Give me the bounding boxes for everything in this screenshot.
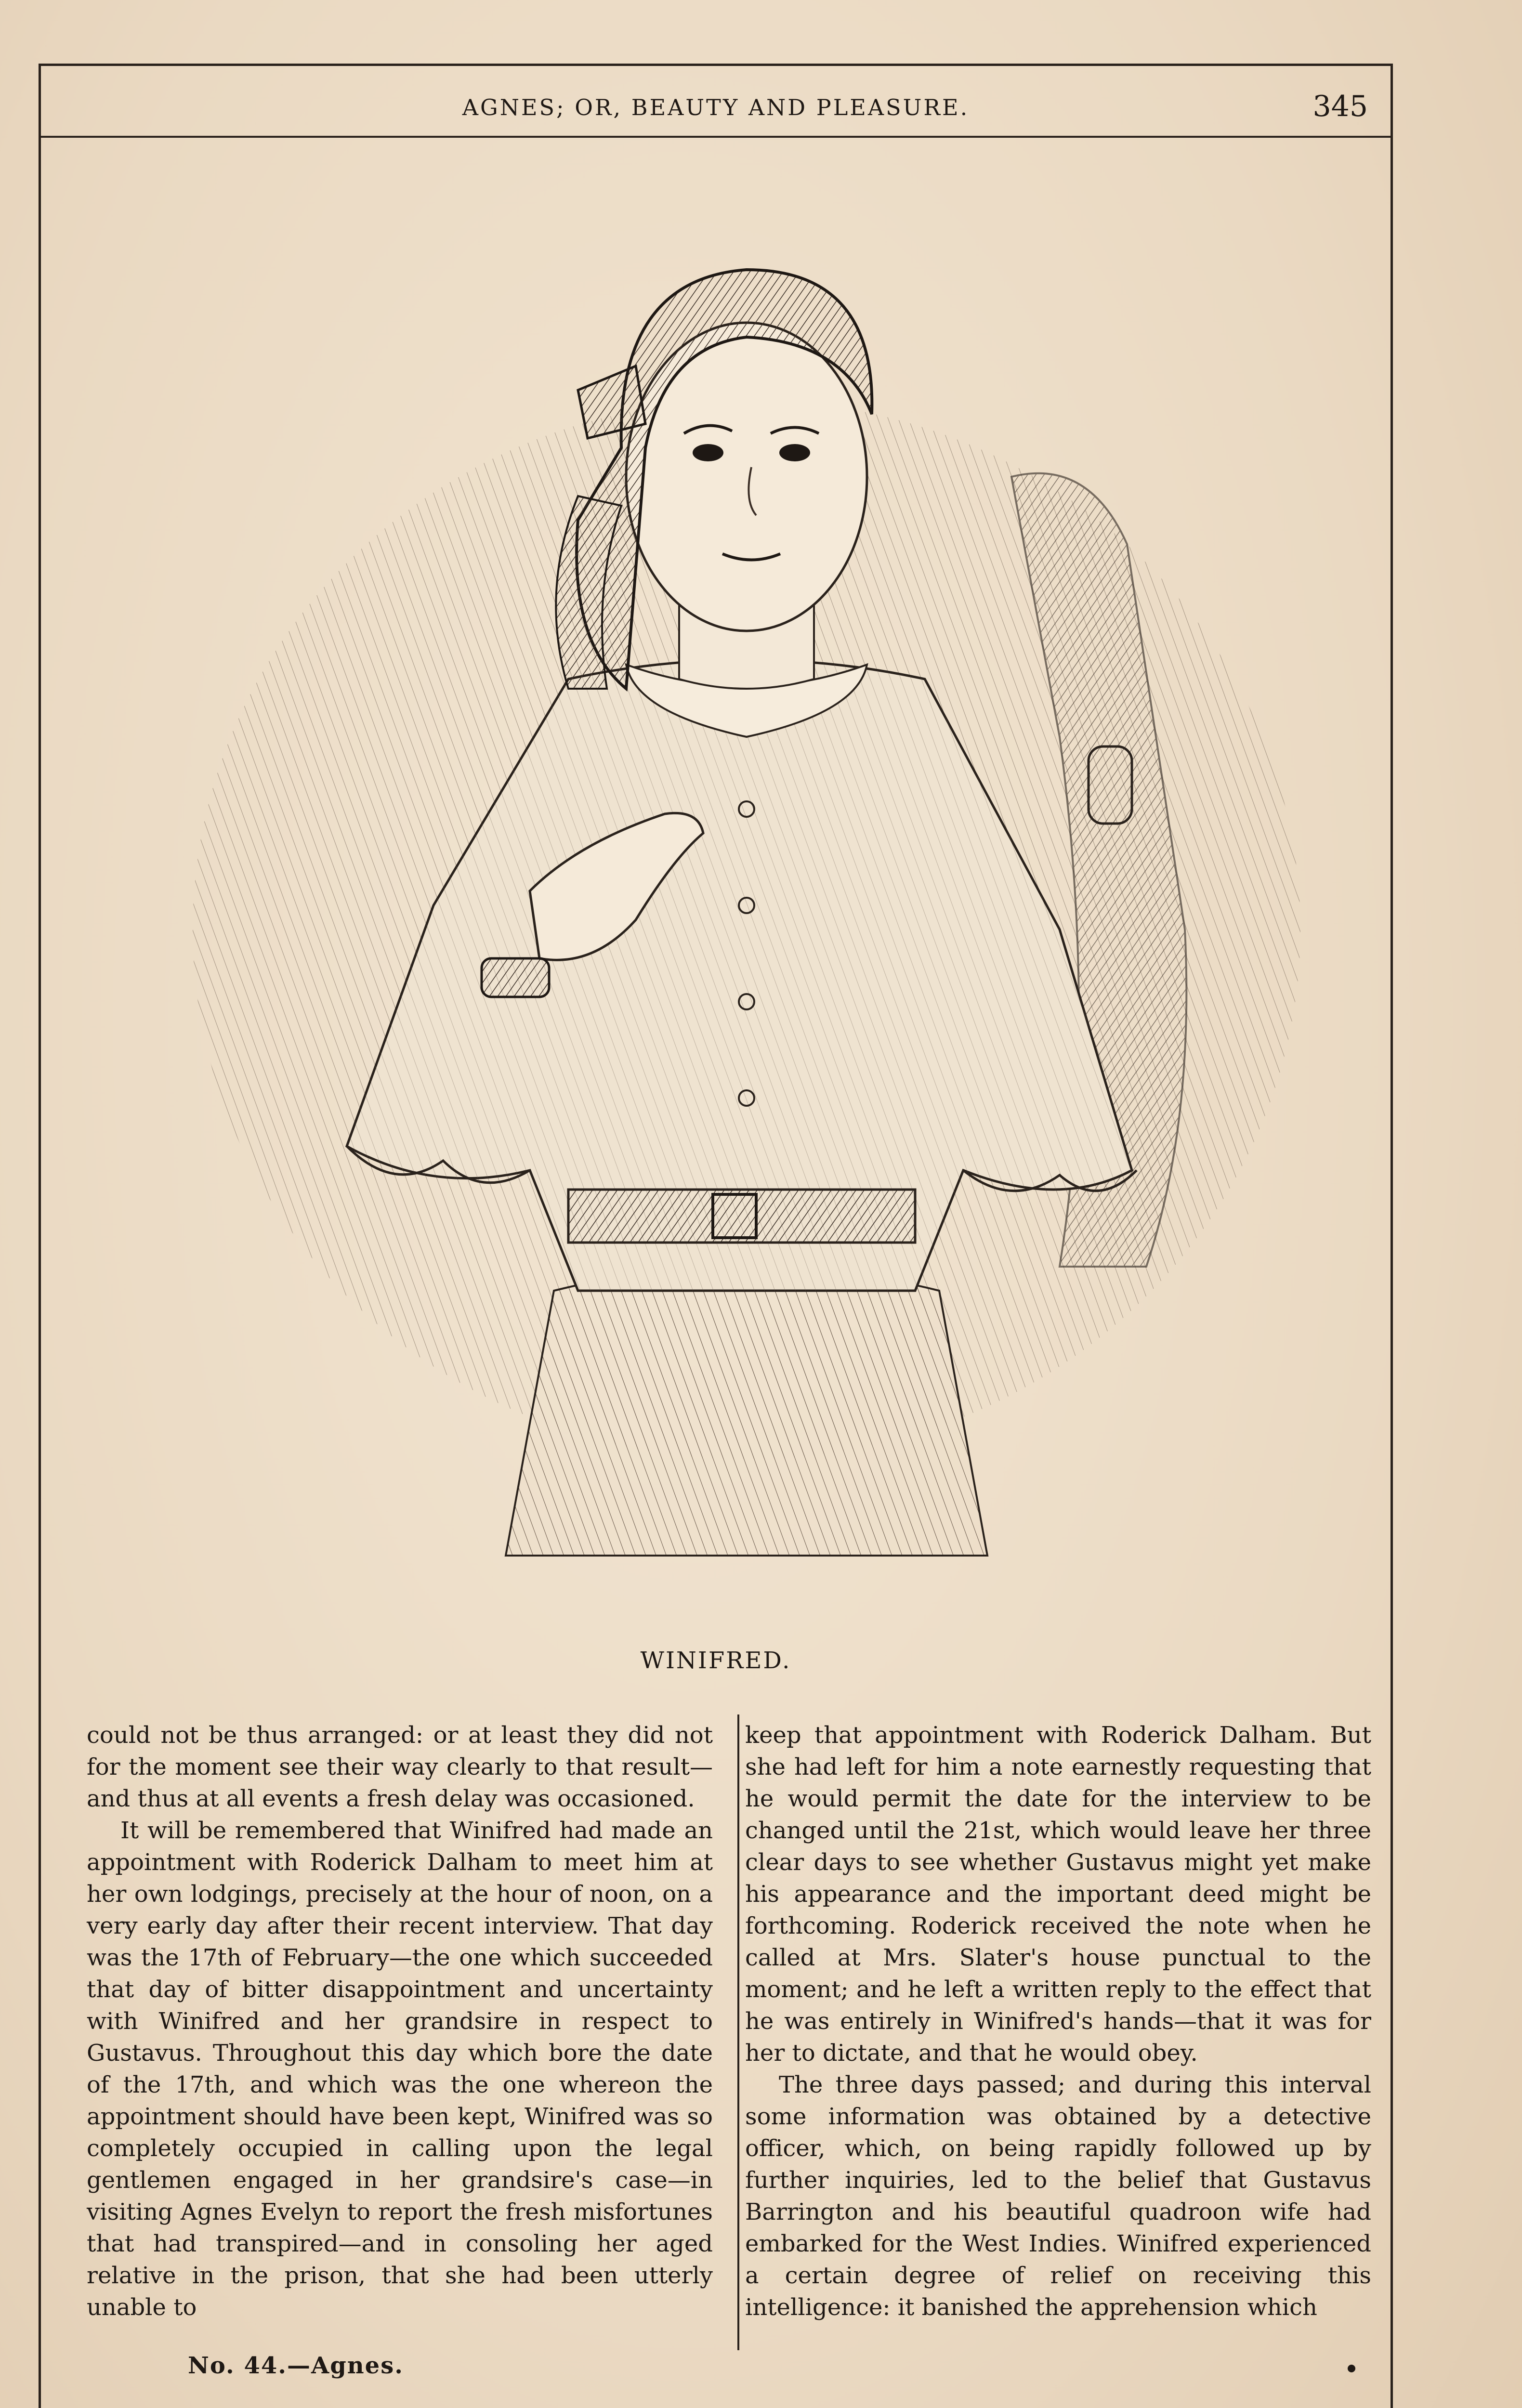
running-head: AGNES; OR, BEAUTY AND PLEASURE. [462,94,970,120]
paragraph: keep that appointment with Roderick Dalham. But she had left for him a note earnestly requesting that he would permit the date for the interview to be changed until the 21st, which would leave her three clear days to see whether Gustavus might yet make his appearance and the important deed might be forthcoming. Roderick received the note when he called at Mrs. Slater's house punctual to the moment; and he left a written reply to the effect that he was entirely in Winifred's hands—that it was for her to dictate, and that he would obey. [745,1722,1371,2067]
header-rule [39,136,1393,138]
signature-mark: No. 44.—Agnes. [188,2352,404,2379]
page-number: 345 [1312,90,1368,123]
printer-dot [1348,2365,1355,2372]
portrait-engraving [144,207,1349,1594]
paragraph: could not be thus arranged: or at least they did not for the moment see their way clearly to that result—and thus at all events a fresh delay was occasioned. [87,1722,713,1812]
text-column-left [87,1719,713,2323]
paragraph: The three days passed; and during this interval some information was obtained by a detective officer, which, on being rapidly followed up by further inquiries, led to the belief that Gustavus Barrington and his beautiful quadroon wife had embarked for the West Indies. Winifred experienced a certain degree of relief on receiving this intelligence: it banished the apprehension which [745,2071,1371,2321]
text-column-right [745,1719,1371,2323]
paragraph: It will be remembered that Winifred had made an appointment with Roderick Dalham to meet him at her own lodgings, precisely at the hour of noon, on a very early day after their recent interview. That day was the 17th of February—the one which succeeded that day of bitter disappointment and uncertainty with Winifred and her grandsire in respect to Gustavus. Throughout this day which bore the date of the 17th, and which was the one whereon the appointment should have been kept, Winifred was so completely occupied in calling upon the legal gentlemen engaged in her grandsire's case—in visiting Agnes Evelyn to report the fresh misfortunes that had transpired—and in consoling her aged relative in the prison, that she had been utterly unable to [87,1817,713,2321]
column-divider [737,1714,739,2350]
illustration-caption: WINIFRED. [640,1647,791,1674]
